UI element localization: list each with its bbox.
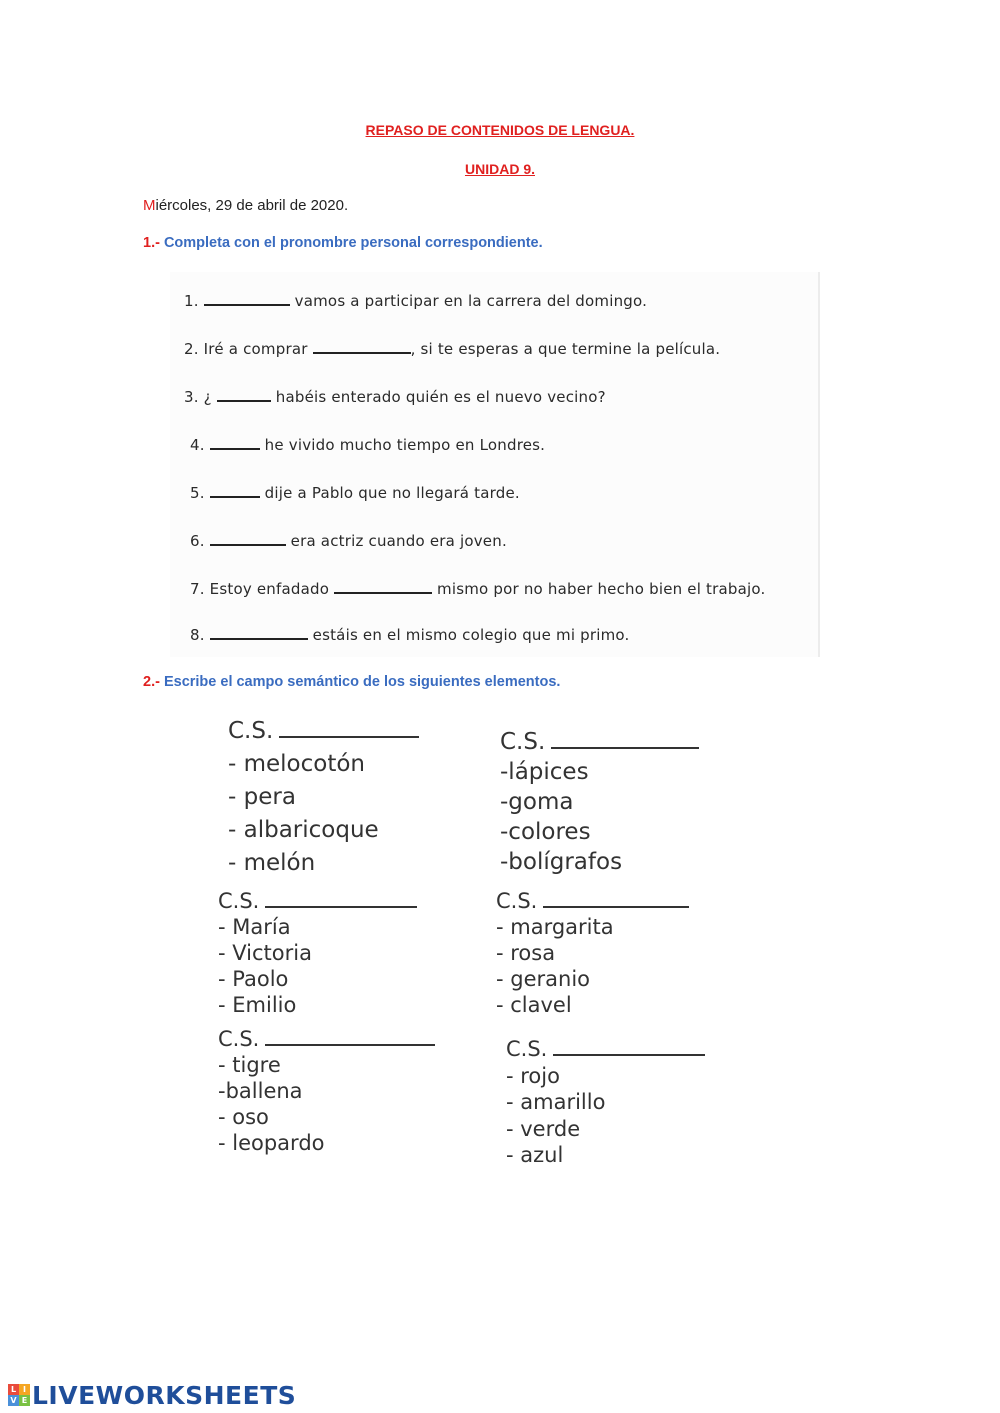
list-item: -bolígrafos bbox=[500, 849, 623, 875]
sentence-8: 8. estáis en el mismo colegio que mi primo. bbox=[190, 626, 630, 644]
liveworksheets-logo bbox=[8, 1380, 296, 1410]
list-item: - azul bbox=[506, 1143, 564, 1167]
semantic-group-3: C.S. - María - Victoria - Paolo - Emilio bbox=[218, 888, 417, 1018]
list-item: - amarillo bbox=[506, 1090, 606, 1114]
answer-blank-7[interactable] bbox=[334, 580, 432, 594]
semantic-group-4: C.S. - margarita - rosa - geranio - clavel bbox=[496, 888, 689, 1018]
sentence-5: 5. dije a Pablo que no llegará tarde. bbox=[190, 484, 520, 502]
answer-blank-2[interactable] bbox=[313, 340, 411, 354]
list-item: - melocotón bbox=[228, 751, 366, 777]
list-item: - pera bbox=[228, 784, 296, 810]
sentence-6: 6. era actriz cuando era joven. bbox=[190, 532, 507, 550]
sentence-2: 2. Iré a comprar , si te esperas a que termine la película. bbox=[184, 340, 721, 358]
semantic-answer-3[interactable] bbox=[265, 890, 417, 908]
exercise-1-number: 1.- bbox=[143, 235, 160, 251]
answer-blank-4[interactable] bbox=[210, 436, 260, 450]
semantic-group-5: C.S. - tigre -ballena - oso - leopardo bbox=[218, 1026, 435, 1156]
exercise-2-number: 2.- bbox=[143, 674, 160, 690]
liveworksheets-logo-icon: L I V E bbox=[8, 1384, 30, 1406]
list-item: -goma bbox=[500, 789, 574, 815]
list-item: - geranio bbox=[496, 967, 590, 991]
answer-blank-8[interactable] bbox=[210, 626, 308, 640]
list-item: -ballena bbox=[218, 1079, 303, 1103]
list-item: - Emilio bbox=[218, 993, 297, 1017]
semantic-group-2: C.S. -lápices -goma -colores -bolígrafos bbox=[500, 727, 699, 877]
list-item: - albaricoque bbox=[228, 817, 379, 843]
semantic-answer-4[interactable] bbox=[543, 890, 689, 908]
list-item: - Victoria bbox=[218, 941, 312, 965]
answer-blank-1[interactable] bbox=[204, 292, 290, 306]
date-initial: M bbox=[143, 197, 156, 214]
unit-title: UNIDAD 9. bbox=[464, 161, 535, 177]
list-item: - María bbox=[218, 915, 291, 939]
list-item: - oso bbox=[218, 1105, 269, 1129]
list-item: - rojo bbox=[506, 1063, 560, 1088]
semantic-group-6: C.S. - rojo - amarillo - verde - azul bbox=[506, 1036, 705, 1169]
semantic-group-1: C.S. - melocotón - pera - albaricoque - melón bbox=[228, 715, 419, 880]
semantic-answer-2[interactable] bbox=[551, 729, 699, 749]
list-item: - verde bbox=[506, 1116, 581, 1141]
sentence-4: 4. he vivido mucho tiempo en Londres. bbox=[190, 436, 546, 454]
answer-blank-6[interactable] bbox=[210, 532, 286, 546]
list-item: -lápices bbox=[500, 759, 589, 785]
list-item: - rosa bbox=[496, 941, 556, 965]
exercise-2-instruction bbox=[143, 674, 560, 690]
list-item: -colores bbox=[500, 819, 591, 845]
answer-blank-5[interactable] bbox=[210, 484, 260, 498]
semantic-answer-6[interactable] bbox=[553, 1038, 705, 1056]
sentence-3: 3. ¿ habéis enterado quién es el nuevo vecino? bbox=[184, 388, 606, 406]
sentence-1: 1. vamos a participar en la carrera del domingo. bbox=[184, 292, 648, 310]
semantic-answer-5[interactable] bbox=[265, 1028, 435, 1046]
exercise-1-sentences bbox=[170, 272, 820, 657]
list-item: - leopardo bbox=[218, 1131, 325, 1155]
date-line bbox=[143, 197, 348, 214]
semantic-answer-1[interactable] bbox=[279, 718, 419, 738]
brand-name: LIVEWORKSHEETS bbox=[32, 1380, 297, 1410]
page-title: REPASO DE CONTENIDOS DE LENGUA. bbox=[365, 122, 635, 138]
exercise-1-instruction bbox=[143, 235, 543, 251]
exercise-1-text: Completa con el pronombre personal correspondiente. bbox=[163, 235, 543, 251]
date-text: iércoles, 29 de abril de 2020. bbox=[155, 197, 349, 214]
list-item: - melón bbox=[228, 850, 316, 876]
sentence-7: 7. Estoy enfadado mismo por no haber hecho bien el trabajo. bbox=[190, 580, 766, 598]
list-item: - Paolo bbox=[218, 967, 289, 991]
list-item: - clavel bbox=[496, 993, 572, 1017]
answer-blank-3[interactable] bbox=[217, 388, 271, 402]
list-item: - tigre bbox=[218, 1053, 281, 1077]
list-item: - margarita bbox=[496, 915, 614, 939]
exercise-2-text: Escribe el campo semántico de los siguientes elementos. bbox=[163, 674, 561, 690]
